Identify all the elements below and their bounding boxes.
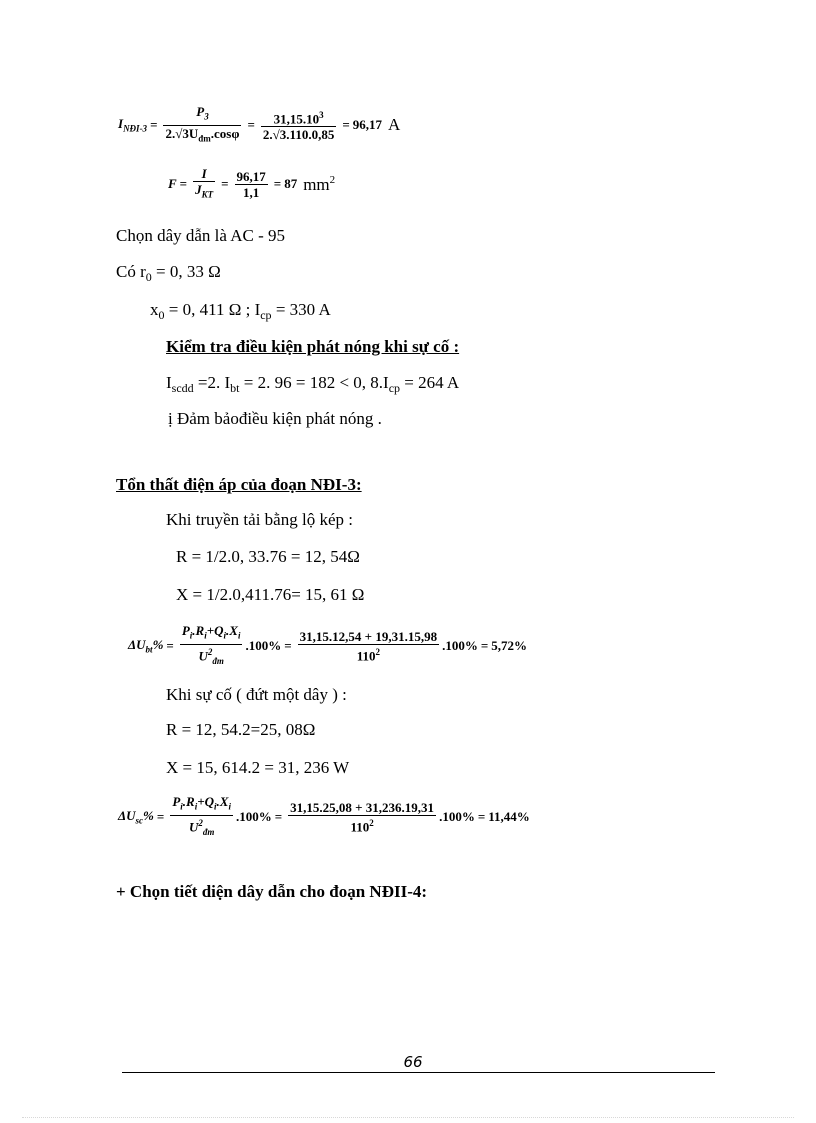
equals-sign: = (150, 117, 158, 133)
r-double-line: R = 1/2.0, 33.76 = 12, 54Ω (176, 547, 360, 566)
current-formula (118, 104, 400, 146)
equals-sign: = (179, 176, 188, 192)
section-unit: $mm^2$ (303, 173, 336, 194)
section-fraction-numeric: $\frac{96,17}{1,1}$ (236, 168, 266, 200)
footer-rule (122, 1072, 715, 1073)
current-fraction-symbolic: $\frac{P_3}{2.√3U_{đm}.\cos\varphi}$ (165, 104, 240, 144)
current-unit: A (388, 115, 401, 135)
equals-sign: = (221, 176, 229, 192)
x-fault-line: X = 15, 614.2 = 31, 236 W (166, 758, 350, 777)
du-sc-fraction-symbolic: $\frac{P_i.R_i+Q_i.X_i}{U^2_{đm}}$ (172, 794, 231, 837)
r0-line: Có $r_0 = 0$, 33 Ω (116, 262, 221, 284)
equals-sign: = (274, 808, 283, 824)
equals-sign: = (273, 176, 282, 192)
fault-case-line: Khi sự cố ( đứt một dây ) : (166, 685, 347, 704)
section-fraction-symbolic: $\frac{I}{J_{KT}}$ (195, 166, 214, 200)
equals-sign: = (477, 808, 486, 824)
current-lhs: I (118, 116, 124, 132)
page-bottom-border (22, 1117, 794, 1118)
voltage-loss-fault-formula: $\Delta U_{sc}\%$ = $\frac{P_i.R_i+Q_i.X_i}{U^2_{đm}}$ .100% = $\frac{31,15.25,08 + 31,236.19,31}{110^2}$ .100% = 11,44% (118, 794, 530, 840)
equals-sign: = (166, 637, 174, 653)
r-fault-line: R = 12, 54.2=25, 08Ω (166, 720, 316, 739)
loss-heading: Tổn thất điện áp của đoạn NĐI-3: (116, 475, 362, 494)
x0-line: $x_0 = 0$, 411 Ω ; $I_{cp} = 330$ A (150, 300, 331, 322)
current-result: 96,17 (352, 117, 382, 133)
equals-sign: = (284, 637, 292, 653)
chosen-wire-line: Chọn dây dẫn là AC - 95 (116, 226, 286, 245)
du-bt-fraction-symbolic: $\frac{P_i.R_i+Q_i.X_i}{U^2_{đm}}$ (181, 623, 241, 666)
du-bt-fraction-numeric: $\frac{31,15.12,54 + 19,31.15,98}{110^2}$ (299, 628, 438, 663)
section-lhs: F (168, 176, 177, 192)
du-sc-result: 11,44% (488, 808, 530, 824)
page-number: 66 (403, 1053, 423, 1071)
du-bt-result: 5,72% (491, 637, 527, 653)
equals-sign: = (480, 637, 489, 653)
heat-check-heading: Kiểm tra điều kiện phát nóng khi sự cố : (166, 337, 460, 356)
voltage-loss-normal-formula: $\Delta U_{bt}\%$ = $\frac{P_i.R_i+Q_i.X_i}{U^2_{đm}}$ .100% = $\frac{31,15.12,54 + 19,31.15,98}{110^2}$ .100% = 5,72% (128, 623, 527, 669)
current-lhs-sub: NĐI-3 (123, 123, 148, 134)
section-formula (168, 166, 335, 203)
section-result: 87 (284, 176, 298, 192)
next-section-heading: + Chọn tiết diện dây dẫn cho đoạn NĐII-4: (116, 882, 428, 901)
equals-sign: = (342, 117, 350, 133)
double-line-text: Khi truyền tải bằng lộ kép : (166, 510, 353, 529)
du-sc-fraction-numeric: $\frac{31,15.25,08 + 31,236.19,31}{110^2}$ (290, 799, 435, 834)
equals-sign: = (247, 117, 255, 133)
equals-sign: = (156, 808, 165, 824)
current-fraction-numeric: $\frac{31,15.10^3}{2.√3.110.0,85}$ (262, 109, 335, 143)
fault-current-line: $I_{scdd} =2$. $I_{bt} = 2$. 96 = 182 < 0, $8.I_{cp} = 264$ A (166, 373, 460, 395)
heat-ok-line: ị Đảm bảođiều kiện phát nóng . (168, 409, 382, 428)
x-double-line: X = 1/2.0,411.76= 15, 61 Ω (176, 585, 365, 604)
